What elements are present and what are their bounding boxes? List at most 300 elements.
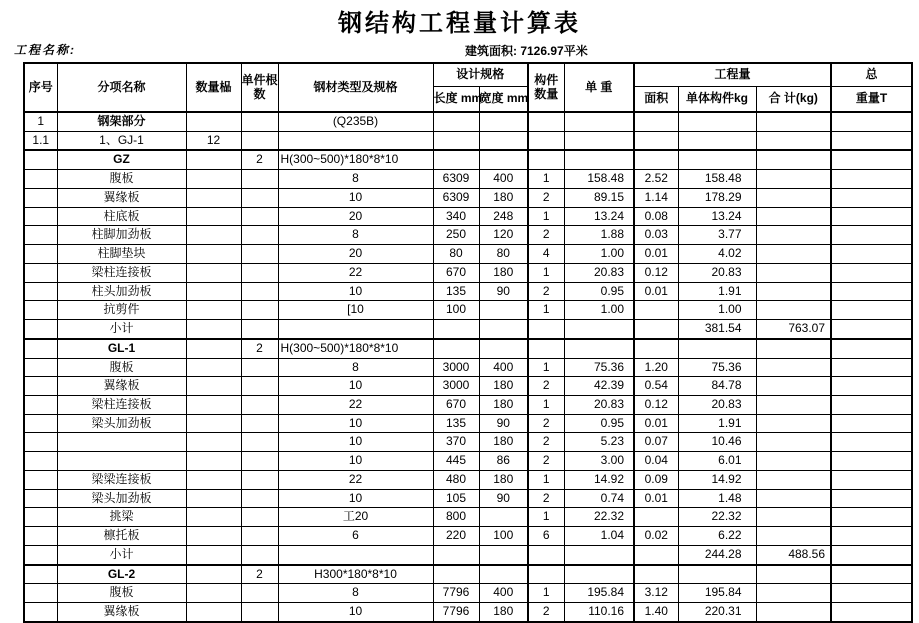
cell	[186, 396, 241, 415]
cell	[831, 245, 912, 264]
cell: 248	[479, 207, 528, 226]
cell	[756, 170, 831, 189]
cell: 8	[278, 226, 433, 245]
cell	[186, 282, 241, 301]
cell	[831, 584, 912, 603]
cell: 22.32	[678, 508, 756, 527]
cell: 翼缘板	[57, 603, 186, 622]
cell: 2	[241, 565, 278, 584]
cell	[241, 489, 278, 508]
cell	[831, 263, 912, 282]
cell: 1.14	[634, 188, 678, 207]
cell: 腹板	[57, 584, 186, 603]
cell: 10	[278, 433, 433, 452]
cell	[831, 112, 912, 131]
col-header-weight-t: 重量T	[831, 87, 912, 113]
col-header-component-count: 构件数量	[528, 63, 564, 112]
cell	[24, 150, 57, 169]
cell	[756, 358, 831, 377]
cell	[241, 131, 278, 150]
cell	[24, 584, 57, 603]
cell	[756, 112, 831, 131]
cell	[186, 377, 241, 396]
cell: 80	[433, 245, 479, 264]
table-row	[24, 396, 912, 415]
cell	[564, 112, 634, 131]
cell: 4.02	[678, 245, 756, 264]
cell	[24, 358, 57, 377]
cell	[678, 565, 756, 584]
cell: 0.02	[634, 527, 678, 546]
cell	[831, 565, 912, 584]
cell: 6	[528, 527, 564, 546]
cell	[186, 545, 241, 564]
cell: 400	[479, 170, 528, 189]
cell	[634, 131, 678, 150]
col-header-qty-pin: 数量榀	[186, 63, 241, 112]
cell	[241, 396, 278, 415]
cell: 0.95	[564, 282, 634, 301]
cell	[756, 584, 831, 603]
cell: 178.29	[678, 188, 756, 207]
cell	[756, 396, 831, 415]
cell	[831, 452, 912, 471]
col-header-single-component-kg: 单体构件kg	[678, 87, 756, 113]
cell	[278, 320, 433, 339]
cell: 梁头加劲板	[57, 414, 186, 433]
table-row	[24, 320, 912, 339]
cell: 3.12	[634, 584, 678, 603]
cell	[831, 396, 912, 415]
cell: 180	[479, 470, 528, 489]
cell: 488.56	[756, 545, 831, 564]
cell	[186, 603, 241, 622]
cell: 20	[278, 245, 433, 264]
cell	[634, 301, 678, 320]
cell	[479, 320, 528, 339]
cell: (Q235B)	[278, 112, 433, 131]
cell	[24, 263, 57, 282]
cell	[479, 150, 528, 169]
cell	[756, 470, 831, 489]
cell: 445	[433, 452, 479, 471]
cell: 7796	[433, 603, 479, 622]
cell	[24, 489, 57, 508]
cell: 6309	[433, 170, 479, 189]
cell: 0.01	[634, 245, 678, 264]
cell	[241, 245, 278, 264]
cell	[24, 207, 57, 226]
cell: 2	[528, 433, 564, 452]
cell	[24, 396, 57, 415]
cell	[756, 188, 831, 207]
cell	[241, 263, 278, 282]
cell: 6	[278, 527, 433, 546]
cell	[634, 508, 678, 527]
cell	[433, 150, 479, 169]
cell: 5.23	[564, 433, 634, 452]
cell: 180	[479, 377, 528, 396]
cell	[831, 301, 912, 320]
cell	[241, 282, 278, 301]
table-body	[24, 112, 912, 622]
cell	[278, 545, 433, 564]
cell	[756, 282, 831, 301]
cell	[24, 527, 57, 546]
cell: 135	[433, 414, 479, 433]
cell: 1	[528, 358, 564, 377]
cell	[24, 545, 57, 564]
cell: 135	[433, 282, 479, 301]
cell: 89.15	[564, 188, 634, 207]
table-row	[24, 377, 912, 396]
cell	[241, 226, 278, 245]
cell	[479, 545, 528, 564]
cell: 670	[433, 396, 479, 415]
cell	[756, 603, 831, 622]
cell: 2	[528, 489, 564, 508]
cell	[756, 377, 831, 396]
cell	[24, 282, 57, 301]
cell	[634, 112, 678, 131]
cell: 20.83	[678, 396, 756, 415]
cell	[241, 545, 278, 564]
cell: 10	[278, 489, 433, 508]
cell: H(300~500)*180*8*10	[278, 339, 433, 358]
cell: 小计	[57, 545, 186, 564]
cell	[241, 433, 278, 452]
cell: H(300~500)*180*8*10	[278, 150, 433, 169]
cell: 0.04	[634, 452, 678, 471]
cell: 柱头加劲板	[57, 282, 186, 301]
cell	[756, 226, 831, 245]
cell: 钢架部分	[57, 112, 186, 131]
cell: 3000	[433, 377, 479, 396]
cell	[24, 301, 57, 320]
cell: 1.00	[564, 301, 634, 320]
cell: 2	[528, 414, 564, 433]
cell: 0.01	[634, 414, 678, 433]
cell: 100	[479, 527, 528, 546]
cell	[528, 320, 564, 339]
cell: 8	[278, 170, 433, 189]
table-row	[24, 263, 912, 282]
cell	[278, 131, 433, 150]
cell	[479, 301, 528, 320]
cell	[479, 112, 528, 131]
cell: [10	[278, 301, 433, 320]
cell	[433, 339, 479, 358]
cell: 1.04	[564, 527, 634, 546]
cell: 1	[528, 396, 564, 415]
cell: 翼缘板	[57, 188, 186, 207]
cell	[678, 112, 756, 131]
cell	[241, 188, 278, 207]
cell	[756, 565, 831, 584]
cell: 梁柱连接板	[57, 396, 186, 415]
cell: 1.1	[24, 131, 57, 150]
cell: 800	[433, 508, 479, 527]
col-header-unit-weight: 单 重	[564, 63, 634, 112]
cell: GZ	[57, 150, 186, 169]
table-row	[24, 226, 912, 245]
col-header-width-mm: 宽度 mm	[479, 87, 528, 113]
cell	[24, 603, 57, 622]
cell	[678, 150, 756, 169]
table-row	[24, 508, 912, 527]
cell	[24, 377, 57, 396]
cell: 0.09	[634, 470, 678, 489]
cell	[186, 263, 241, 282]
cell	[756, 339, 831, 358]
cell: 柱底板	[57, 207, 186, 226]
cell: 0.12	[634, 263, 678, 282]
cell: 10	[278, 188, 433, 207]
table-row	[24, 433, 912, 452]
cell	[241, 508, 278, 527]
cell: 1	[528, 301, 564, 320]
cell: 6.22	[678, 527, 756, 546]
cell: 80	[479, 245, 528, 264]
cell	[678, 339, 756, 358]
cell	[678, 131, 756, 150]
cell	[831, 282, 912, 301]
cell	[479, 565, 528, 584]
cell: GL-1	[57, 339, 186, 358]
cell: 1.48	[678, 489, 756, 508]
cell	[186, 433, 241, 452]
cell: 3.00	[564, 452, 634, 471]
cell: 10.46	[678, 433, 756, 452]
cell	[756, 301, 831, 320]
cell: 0.03	[634, 226, 678, 245]
cell	[634, 565, 678, 584]
cell	[241, 527, 278, 546]
cell: 180	[479, 603, 528, 622]
cell: 400	[479, 584, 528, 603]
col-header-item-name: 分项名称	[57, 63, 186, 112]
cell	[831, 508, 912, 527]
cell: 1	[528, 470, 564, 489]
cell	[57, 452, 186, 471]
cell	[831, 320, 912, 339]
cell	[24, 188, 57, 207]
table-row	[24, 358, 912, 377]
table-row	[24, 339, 912, 358]
cell: 8	[278, 358, 433, 377]
cell: 370	[433, 433, 479, 452]
cell	[24, 170, 57, 189]
cell: 3.77	[678, 226, 756, 245]
cell: 158.48	[564, 170, 634, 189]
cell	[24, 470, 57, 489]
table-row	[24, 545, 912, 564]
cell: 2	[528, 188, 564, 207]
cell	[241, 452, 278, 471]
cell: 20.83	[564, 263, 634, 282]
cell	[831, 339, 912, 358]
cell	[186, 150, 241, 169]
cell	[831, 527, 912, 546]
cell: 柱脚加劲板	[57, 226, 186, 245]
cell	[756, 452, 831, 471]
table-row	[24, 282, 912, 301]
cell: 244.28	[678, 545, 756, 564]
cell	[756, 263, 831, 282]
cell: 0.07	[634, 433, 678, 452]
cell: 110.16	[564, 603, 634, 622]
cell	[186, 170, 241, 189]
cell	[241, 207, 278, 226]
cell: 0.95	[564, 414, 634, 433]
cell	[756, 245, 831, 264]
table-row	[24, 470, 912, 489]
cell	[564, 131, 634, 150]
cell	[186, 226, 241, 245]
table-row	[24, 150, 912, 169]
cell	[186, 207, 241, 226]
cell: 195.84	[564, 584, 634, 603]
cell	[241, 584, 278, 603]
cell	[756, 131, 831, 150]
cell: 1.00	[564, 245, 634, 264]
table-row	[24, 207, 912, 226]
cell	[24, 339, 57, 358]
cell: 7796	[433, 584, 479, 603]
cell: 10	[278, 377, 433, 396]
cell	[831, 358, 912, 377]
table-row	[24, 414, 912, 433]
cell: 22	[278, 470, 433, 489]
cell: 42.39	[564, 377, 634, 396]
cell	[831, 226, 912, 245]
col-header-steel-type-spec: 钢材类型及规格	[278, 63, 433, 112]
cell: 1	[528, 207, 564, 226]
cell	[24, 320, 57, 339]
table-row	[24, 245, 912, 264]
cell: 2	[528, 282, 564, 301]
cell: 1	[528, 584, 564, 603]
cell	[564, 545, 634, 564]
cell: 400	[479, 358, 528, 377]
cell: 0.01	[634, 282, 678, 301]
cell: GL-2	[57, 565, 186, 584]
cell	[831, 150, 912, 169]
cell: 2	[528, 226, 564, 245]
quantity-table	[23, 62, 913, 623]
cell	[186, 565, 241, 584]
cell: 220.31	[678, 603, 756, 622]
cell: 梁柱连接板	[57, 263, 186, 282]
cell	[24, 414, 57, 433]
cell: H300*180*8*10	[278, 565, 433, 584]
cell: 100	[433, 301, 479, 320]
cell: 20.83	[564, 396, 634, 415]
cell	[24, 508, 57, 527]
cell	[241, 320, 278, 339]
cell: 158.48	[678, 170, 756, 189]
cell	[241, 170, 278, 189]
table-row	[24, 188, 912, 207]
cell	[756, 508, 831, 527]
cell: 670	[433, 263, 479, 282]
cell	[433, 565, 479, 584]
cell	[241, 301, 278, 320]
table-row	[24, 301, 912, 320]
cell: 90	[479, 414, 528, 433]
cell: 12	[186, 131, 241, 150]
page-title: 钢结构工程量计算表	[338, 11, 581, 37]
cell	[634, 545, 678, 564]
cell: 2	[528, 603, 564, 622]
cell	[564, 320, 634, 339]
cell: 0.01	[634, 489, 678, 508]
cell: 180	[479, 433, 528, 452]
cell: 2	[528, 377, 564, 396]
cell	[241, 414, 278, 433]
table-row	[24, 452, 912, 471]
cell: 20	[278, 207, 433, 226]
cell	[24, 245, 57, 264]
cell: 381.54	[678, 320, 756, 339]
cell: 2	[528, 452, 564, 471]
cell	[528, 112, 564, 131]
cell: 0.08	[634, 207, 678, 226]
cell	[57, 433, 186, 452]
table-row	[24, 565, 912, 584]
table-row	[24, 603, 912, 622]
cell	[528, 150, 564, 169]
cell	[564, 150, 634, 169]
table-row	[24, 131, 912, 150]
cell: 180	[479, 396, 528, 415]
cell: 梁头加劲板	[57, 489, 186, 508]
cell	[831, 603, 912, 622]
cell: 1.91	[678, 282, 756, 301]
group-header-grand-total: 总	[831, 63, 912, 87]
cell	[756, 150, 831, 169]
cell	[433, 112, 479, 131]
table-row	[24, 584, 912, 603]
table-row	[24, 527, 912, 546]
cell	[241, 470, 278, 489]
cell	[186, 245, 241, 264]
cell: 22.32	[564, 508, 634, 527]
cell	[831, 545, 912, 564]
cell	[831, 377, 912, 396]
cell	[831, 170, 912, 189]
cell	[186, 358, 241, 377]
cell	[634, 339, 678, 358]
cell	[186, 414, 241, 433]
cell	[241, 377, 278, 396]
cell: 8	[278, 584, 433, 603]
cell: 10	[278, 282, 433, 301]
table-row	[24, 170, 912, 189]
cell	[479, 339, 528, 358]
cell: 105	[433, 489, 479, 508]
cell	[241, 112, 278, 131]
cell: 180	[479, 263, 528, 282]
cell: 1.88	[564, 226, 634, 245]
cell: 4	[528, 245, 564, 264]
cell: 86	[479, 452, 528, 471]
cell: 1.00	[678, 301, 756, 320]
cell: 1	[528, 170, 564, 189]
cell	[186, 339, 241, 358]
table-row	[24, 112, 912, 131]
cell: 3000	[433, 358, 479, 377]
